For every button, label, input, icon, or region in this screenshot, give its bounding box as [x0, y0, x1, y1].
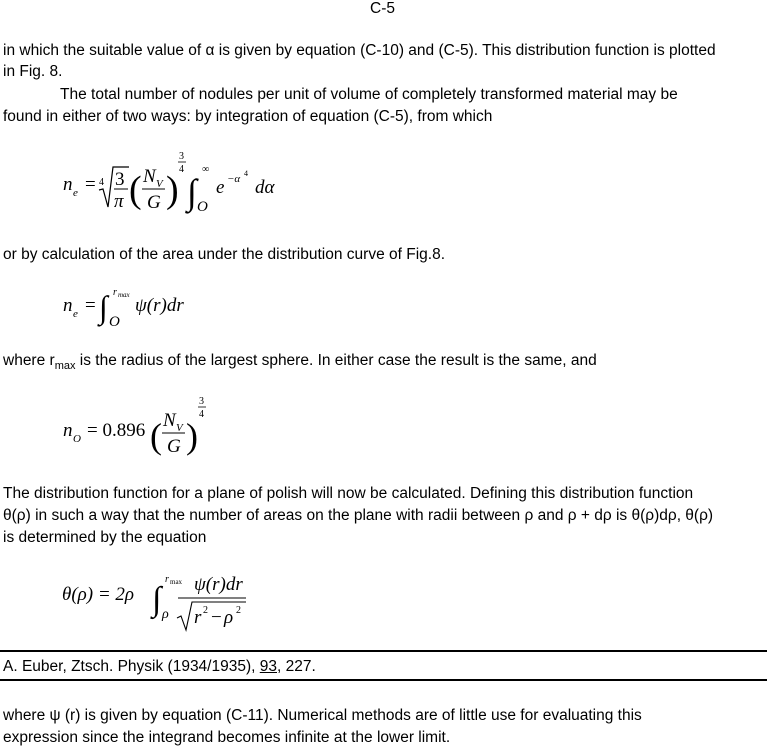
- footnote-after: , 227.: [277, 658, 316, 675]
- eq4-den-pow2: 2: [236, 605, 241, 616]
- page-number: C-5: [370, 0, 395, 17]
- eq2-lhs: n: [63, 295, 73, 316]
- eq4-den-minus: −: [211, 607, 222, 628]
- eq1-integrand-exp-pow: 4: [244, 169, 248, 178]
- paragraph-line: or by calculation of the area under the distribution curve of Fig.8.: [3, 246, 445, 263]
- eq4-den-r: r: [194, 607, 202, 628]
- eq2-integral-sign: ∫: [99, 289, 108, 325]
- eq1-exp-den: 4: [179, 164, 184, 175]
- eq1-frac1-num: 3: [115, 169, 125, 190]
- paragraph-line: θ(ρ) in such a way that the number of areas on the plane with radii between ρ and ρ + dρ is θ(ρ)dρ, θ(ρ): [3, 507, 714, 524]
- eq1-lparen: (: [129, 169, 142, 211]
- p4-sub: max: [54, 360, 76, 373]
- p4-after: is the radius of the largest sphere. In either case the result is the same, and: [75, 352, 597, 369]
- eq4-int-upper: r: [165, 574, 169, 585]
- footnote-before: A. Euber, Ztsch. Physik (1934/1935),: [3, 658, 260, 675]
- eq3-lhs: n: [63, 420, 73, 441]
- eq2-equals: =: [85, 295, 96, 316]
- eq1-exp-num: 3: [179, 151, 184, 162]
- footnote-rule-top: [0, 650, 767, 652]
- paragraph-line: found in either of two ways: by integration of equation (C-5), from which: [3, 108, 493, 125]
- equation-3: [55, 392, 255, 462]
- eq4-numerator: ψ(r)dr: [194, 574, 243, 595]
- eq4-den-pow1: 2: [203, 605, 208, 616]
- eq2-integrand: ψ(r)dr: [135, 295, 184, 316]
- footnote-volume: 93: [259, 658, 277, 675]
- eq1-frac1-den: π: [114, 191, 124, 212]
- eq3-exp-den: 4: [199, 409, 204, 420]
- paragraph-line: in which the suitable value of α is given by equation (C-10) and (C-5). This distribution function is plotted: [3, 42, 716, 59]
- eq4-int-lower: ρ: [162, 607, 169, 622]
- eq1-equals: =: [85, 174, 96, 195]
- eq1-lhs-sub: e: [73, 187, 78, 199]
- eq3-equals: = 0.896: [87, 420, 146, 441]
- eq3-lparen: (: [150, 416, 162, 456]
- eq4-integral-sign: ∫: [152, 581, 162, 618]
- paragraph-line: expression since the integrand becomes infinite at the lower limit.: [3, 729, 451, 746]
- eq4-den-rho: ρ: [224, 607, 234, 628]
- footnote: [3, 656, 316, 677]
- eq3-exp-num: 3: [199, 396, 204, 407]
- paragraph-line: The distribution function for a plane of polish will now be calculated. Defining this distribution function: [3, 485, 694, 502]
- eq2-lhs-sub: e: [73, 308, 78, 320]
- eq4-lhs: θ(ρ) = 2ρ: [62, 584, 135, 605]
- eq1-lhs: n: [63, 174, 73, 195]
- eq1-int-upper: ∞: [202, 164, 210, 175]
- paragraph-line: where ψ (r) is given by equation (C-11). Numerical methods are of little use for evaluating this: [3, 707, 642, 724]
- eq1-integrand-exp: −α: [227, 173, 241, 185]
- eq2-int-upper-sub: max: [118, 291, 130, 299]
- eq3-frac-num-sub: V: [176, 422, 183, 434]
- paragraph-line: The total number of nodules per unit of volume of completely transformed material may be: [60, 86, 678, 103]
- paragraph-line: [3, 350, 597, 377]
- eq1-frac2-den: G: [147, 192, 161, 213]
- paragraph-line: is determined by the equation: [3, 529, 207, 546]
- eq3-rparen: ): [186, 416, 198, 456]
- eq1-rparen: ): [166, 169, 179, 211]
- eq3-frac-den: G: [167, 436, 181, 457]
- paragraph-line: in Fig. 8.: [3, 63, 63, 80]
- eq3-lhs-sub: O: [73, 433, 81, 445]
- eq2-int-upper: r: [113, 287, 117, 298]
- eq1-root-index: 4: [99, 177, 104, 188]
- footnote-rule-bottom: [0, 679, 767, 681]
- equation-2: [55, 282, 235, 332]
- eq2-int-lower: O: [109, 314, 120, 330]
- eq1-frac2-num: N: [143, 166, 156, 187]
- eq3-frac-num: N: [163, 410, 176, 431]
- eq1-frac2-num-sub: V: [156, 178, 163, 190]
- equation-1: [55, 145, 315, 225]
- eq1-differential: dα: [255, 177, 275, 198]
- eq1-integrand-base: e: [216, 177, 225, 198]
- eq1-int-lower: O: [197, 199, 208, 215]
- p4-before: where r: [3, 352, 55, 369]
- eq1-integral-sign: ∫: [187, 172, 197, 212]
- equation-4: [58, 568, 268, 638]
- eq4-int-upper-sub: max: [170, 578, 183, 586]
